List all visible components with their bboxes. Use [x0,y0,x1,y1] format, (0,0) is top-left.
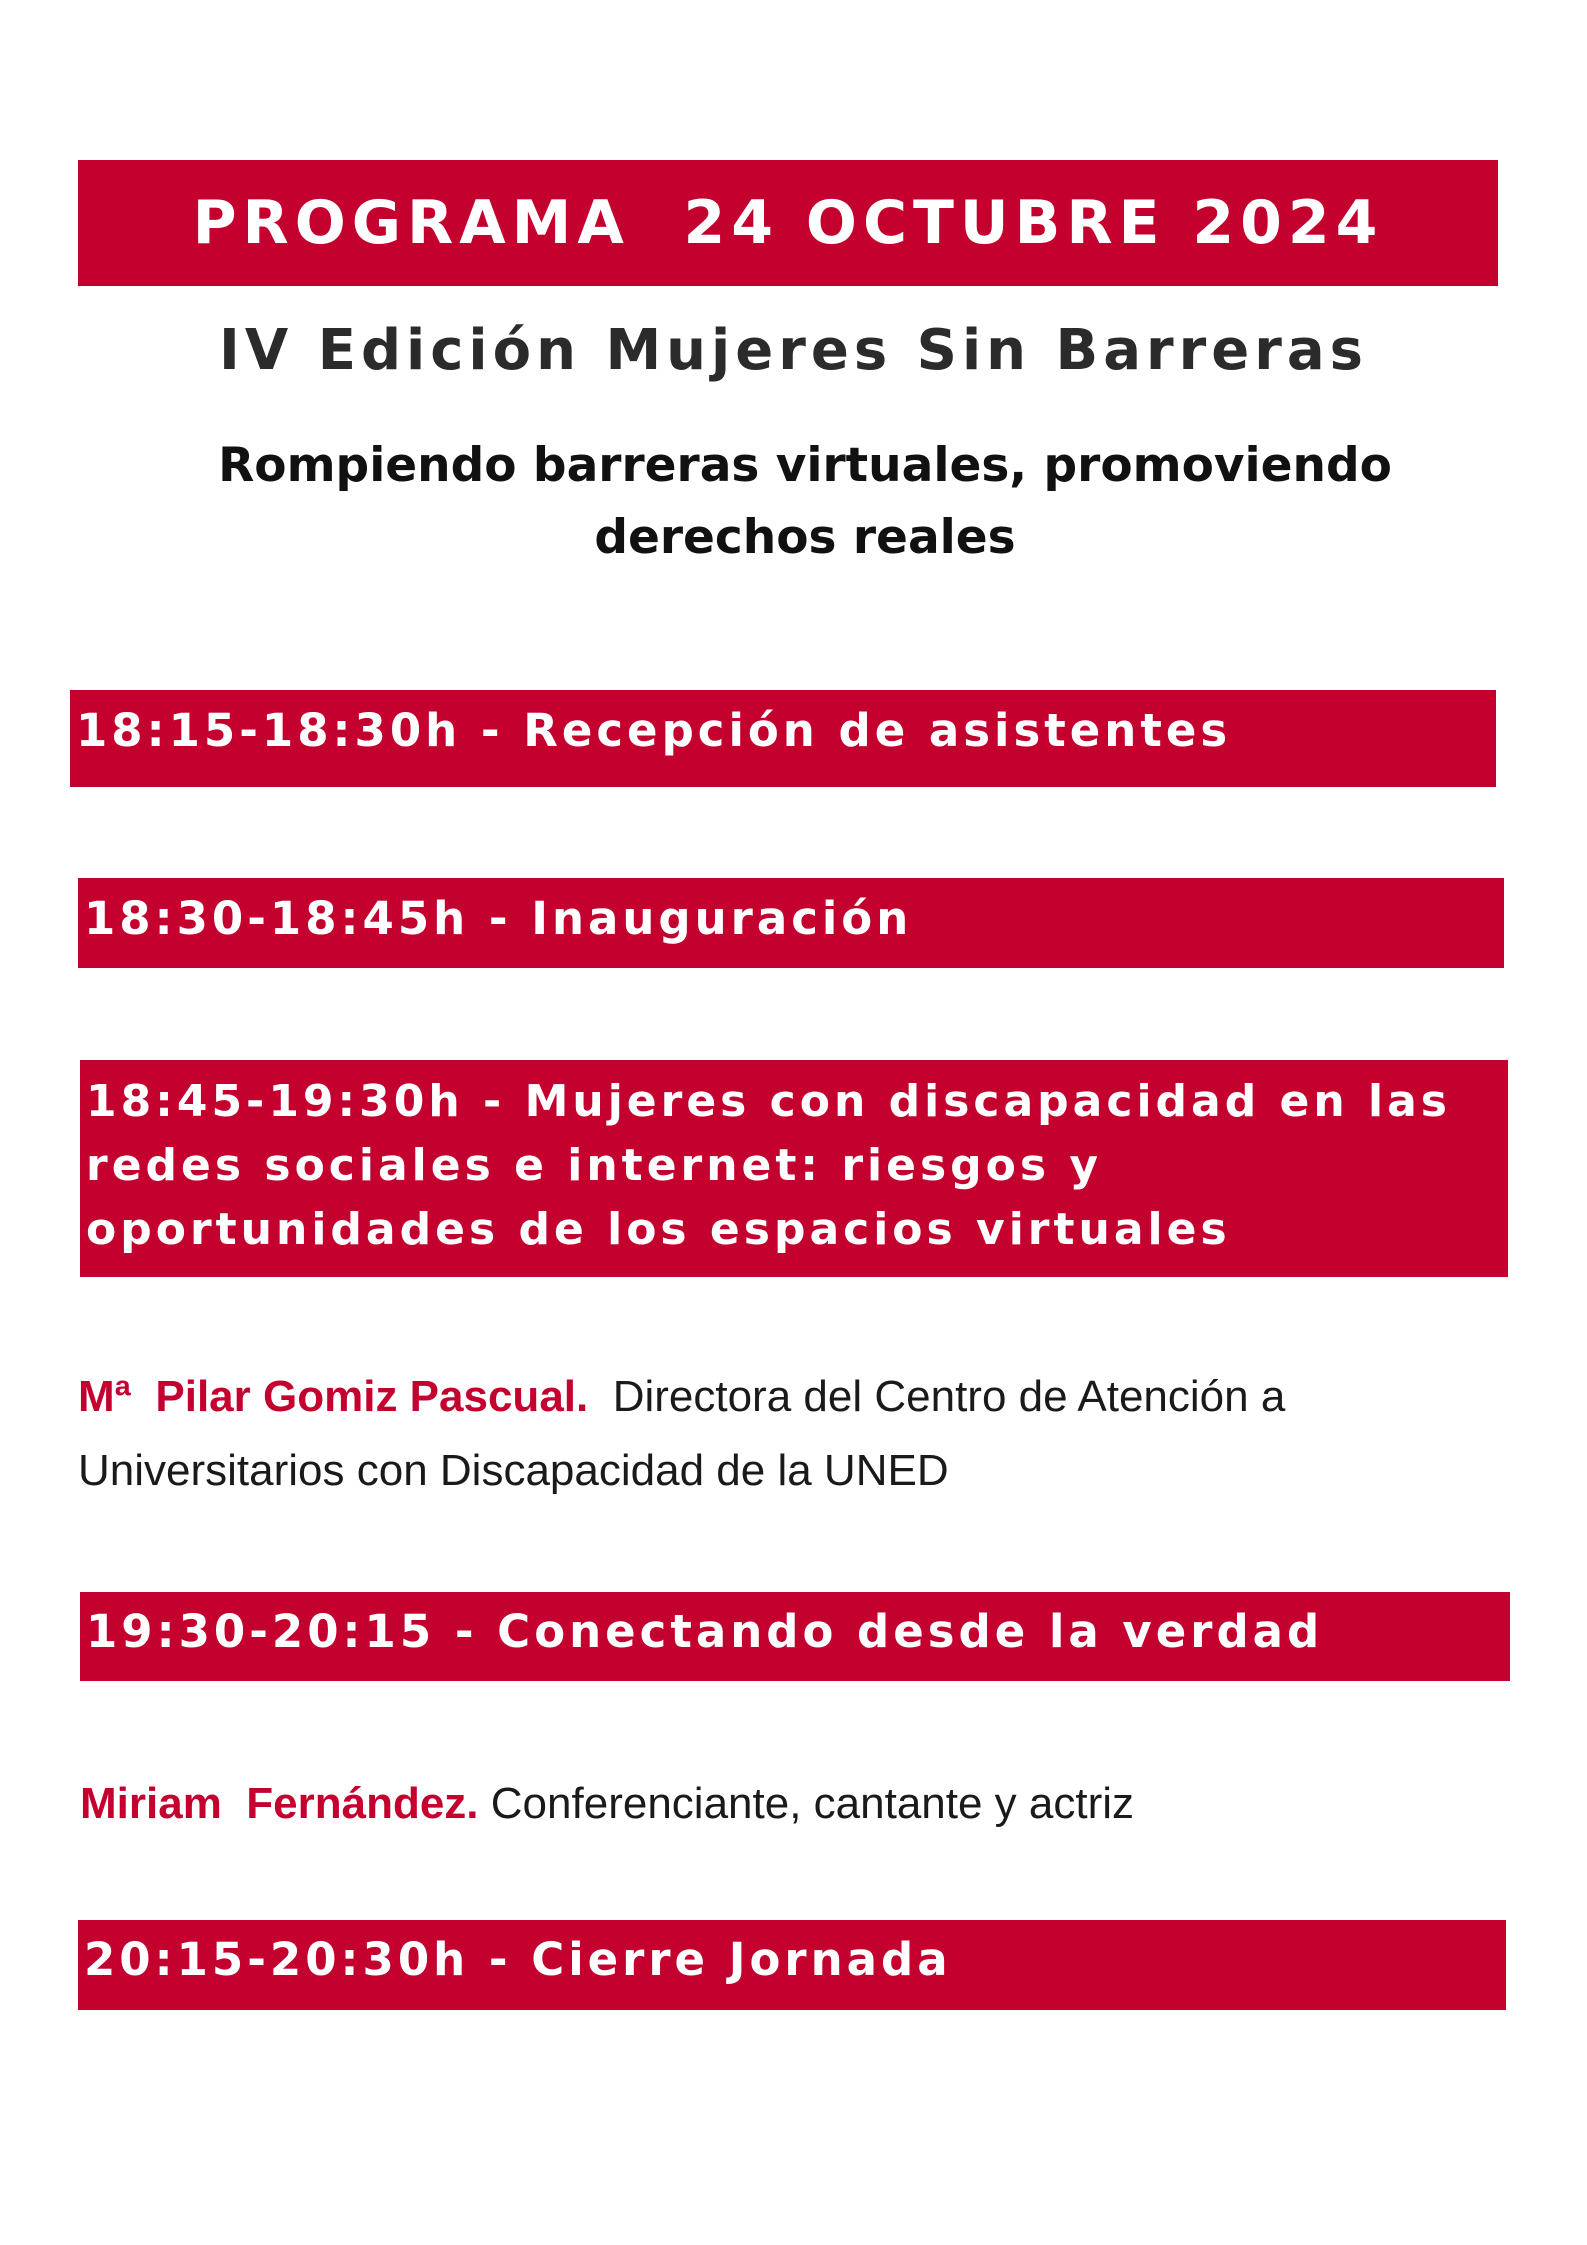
schedule-item-reception: 18:15-18:30h - Recepción de asistentes [70,690,1496,787]
speaker-miriam-fernandez [80,1767,1520,1841]
talk-title-line-1: 18:45-19:30h - Mujeres con discapacidad en las [86,1076,1451,1127]
event-subtitle [100,430,1510,574]
program-title-banner [78,160,1498,286]
schedule-item-conectando: 19:30-20:15 - Conectando desde la verdad [80,1592,1510,1681]
edition-heading: IV Edición Mujeres Sin Barreras [219,318,1368,383]
schedule-item-talk-women-internet [80,1060,1508,1277]
speaker-name: Mª Pilar Gomiz Pascual. [78,1372,589,1421]
schedule-item-closing: 20:15-20:30h - Cierre Jornada [78,1920,1506,2010]
speaker-role: Conferenciante, cantante y actriz [490,1779,1135,1828]
speaker-name: Miriam Fernández. [80,1779,479,1828]
speaker-role-line-1: Directora del Centro de Atención a [612,1372,1286,1421]
talk-title-line-3: oportunidades de los espacios virtuales [86,1204,1231,1255]
program-title: PROGRAMA 24 OCTUBRE 2024 [192,188,1384,258]
speaker-pilar-gomiz [78,1360,1518,1508]
talk-title-line-2: redes sociales e internet: riesgos y [86,1140,1103,1191]
subtitle-line-1: Rompiendo barreras virtuales, promoviendo [218,438,1392,493]
speaker-role-line-2: Universitarios con Discapacidad de la UNED [78,1446,949,1495]
subtitle-line-2: derechos reales [594,510,1016,565]
schedule-item-inauguration: 18:30-18:45h - Inauguración [78,878,1504,968]
